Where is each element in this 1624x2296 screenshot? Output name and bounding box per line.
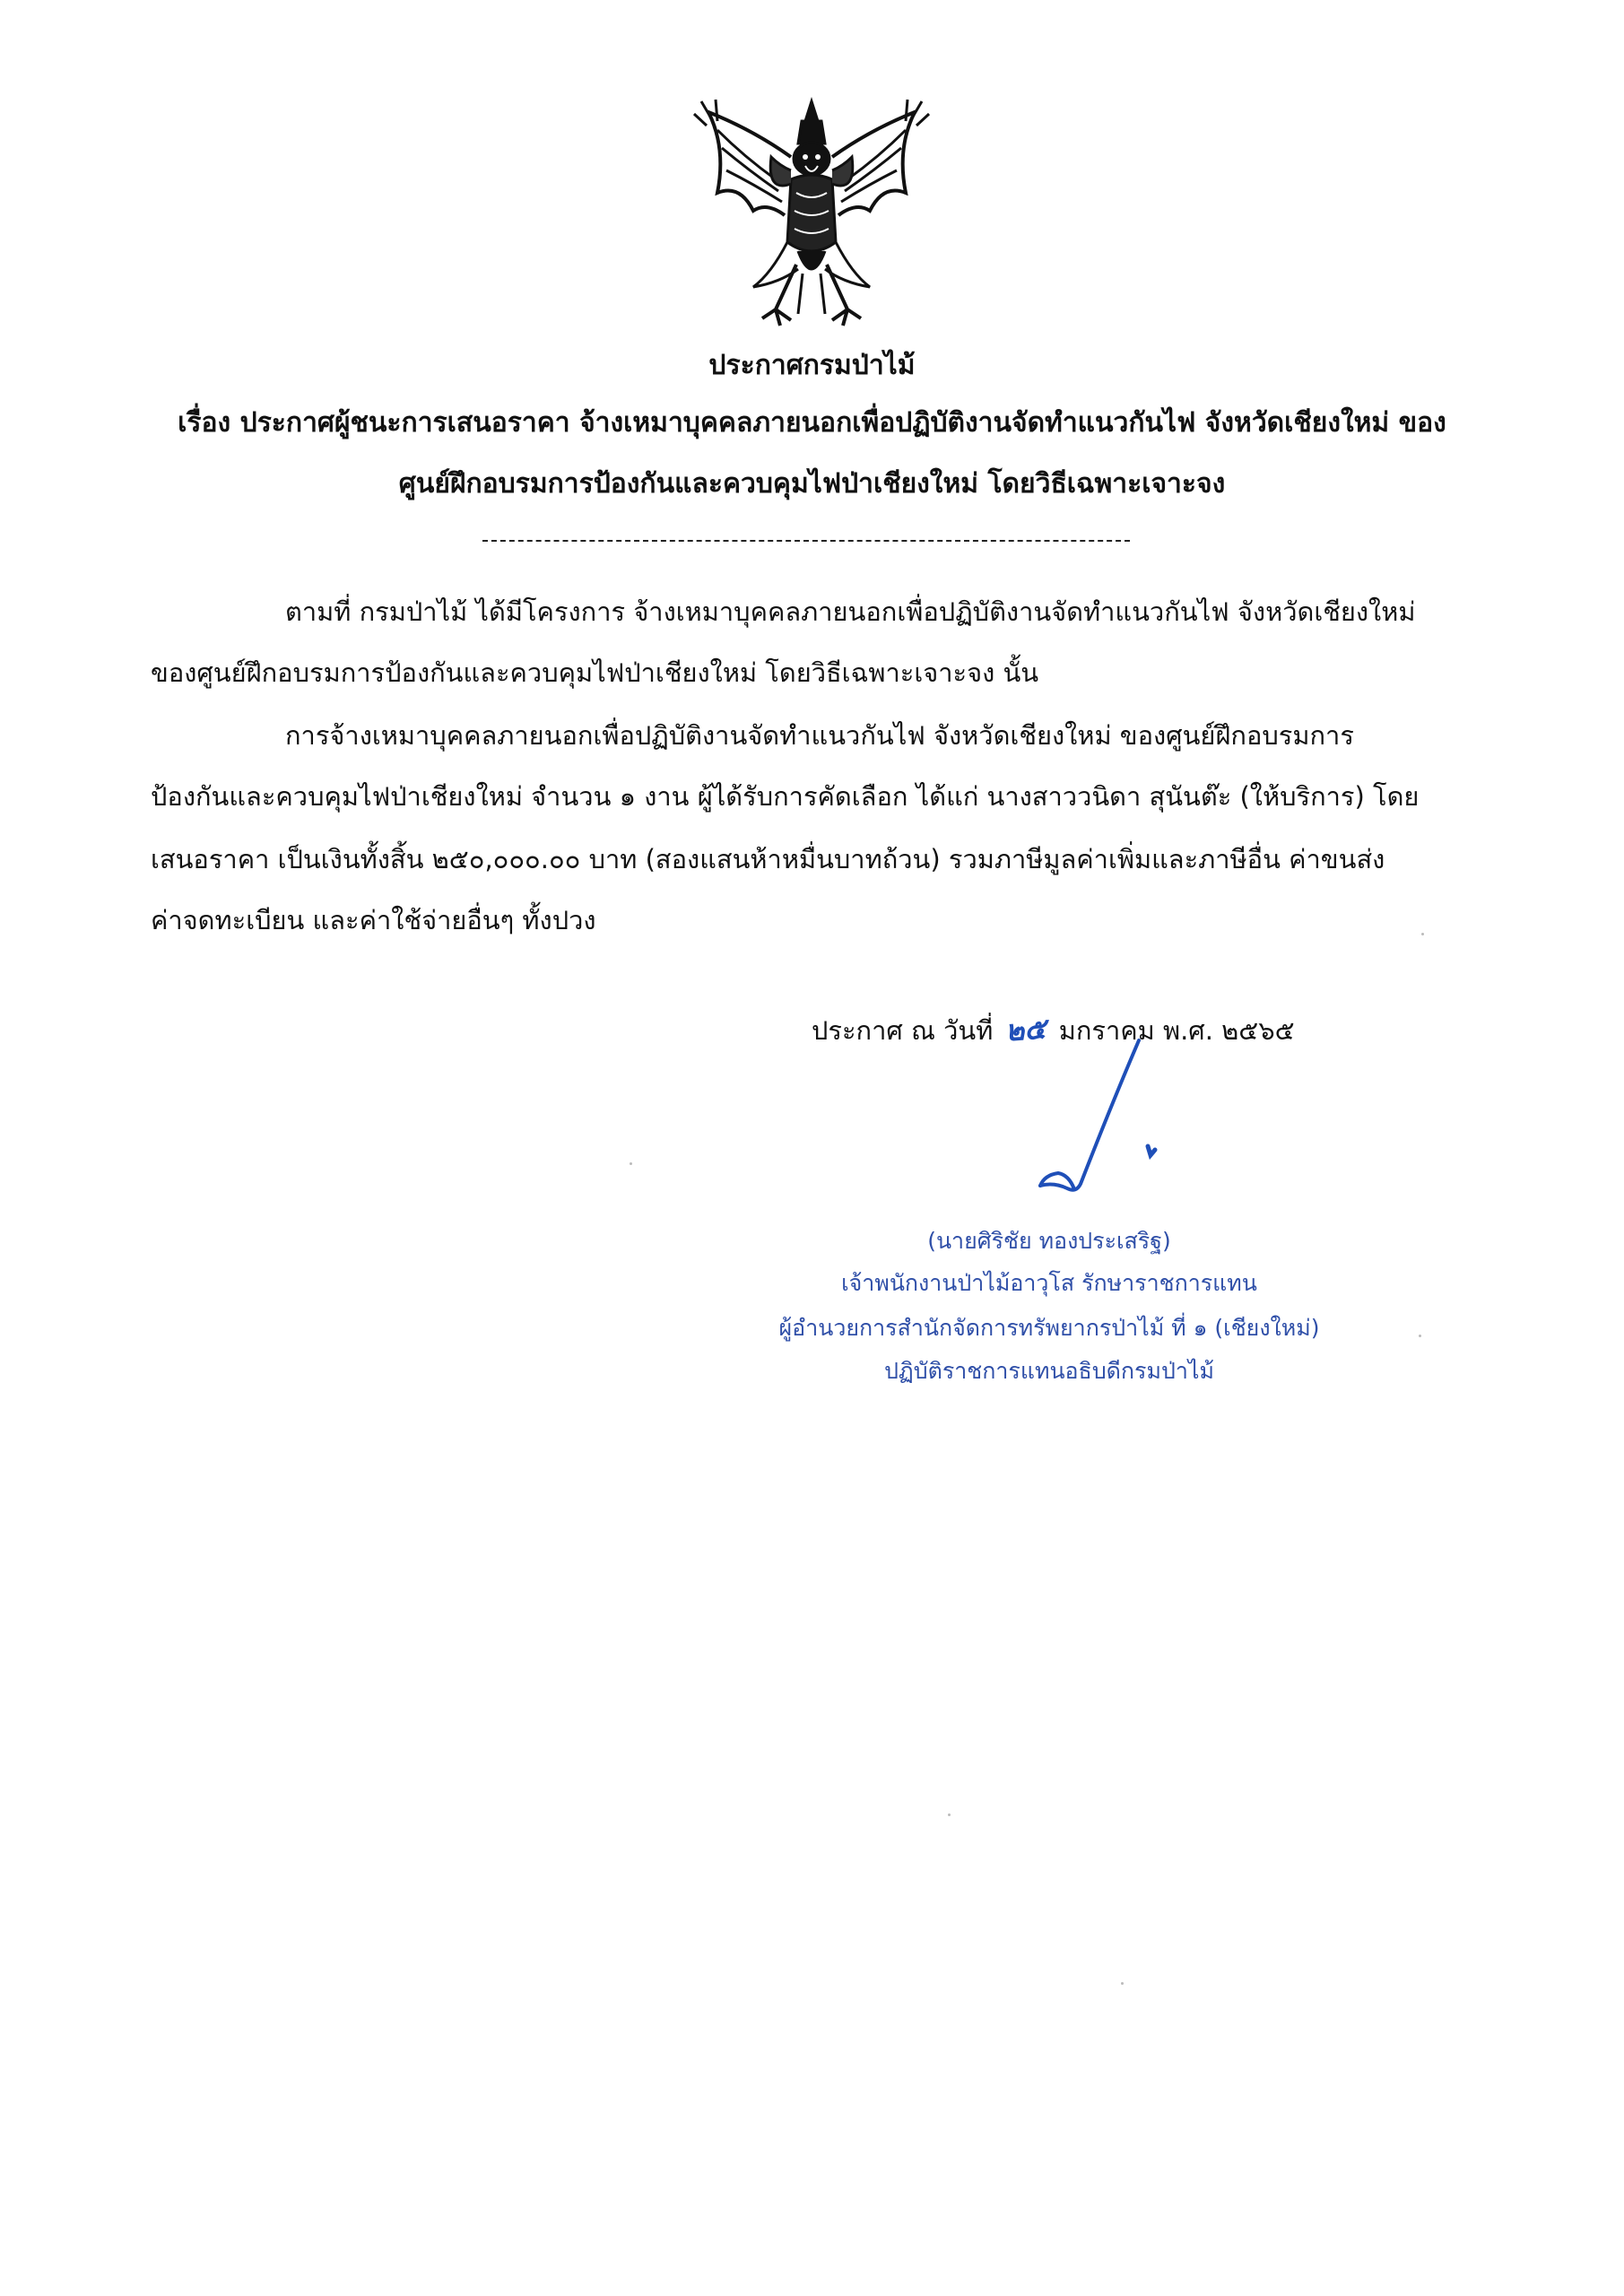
subject-line-2: ศูนย์ฝึกอบรมการป้องกันและควบคุมไฟป่าเชียงใหม่ โดยวิธีเฉพาะเจาะจง	[398, 468, 1226, 500]
signatory-name: (นายศิริชัย ทองประเสริฐ)	[927, 1228, 1171, 1254]
signatory-office: ผู้อำนวยการสำนักจัดการทรัพยากรป่าไม้ ที่ ๑ (เชียงใหม่)	[778, 1315, 1320, 1341]
page-title: ประกาศกรมป่าไม้	[708, 350, 916, 381]
scan-speck	[1419, 1335, 1421, 1337]
paragraph-2-line-2: ป้องกันและควบคุมไฟป่าเชียงใหม่ จำนวน ๑ งาน ผู้ได้รับการคัดเลือก ได้แก่ นางสาววนิดา สุนันต๊ะ (ให้บริการ) โดย	[151, 781, 1420, 812]
paragraph-1-line-1: ตามที่ กรมป่าไม้ ได้มีโครงการ จ้างเหมาบุคคลภายนอกเพื่อปฏิบัติงานจัดทำแนวกันไฟ จังหวัดเชียงใหม่	[285, 596, 1416, 627]
divider	[482, 540, 1130, 542]
paragraph-2-line-1: การจ้างเหมาบุคคลภายนอกเพื่อปฏิบัติงานจัดทำแนวกันไฟ จังหวัดเชียงใหม่ ของศูนย์ฝึกอบรมการ	[285, 720, 1354, 751]
handwritten-signature	[1004, 1031, 1202, 1211]
signatory-position: เจ้าพนักงานป่าไม้อาวุโส รักษาราชการแทน	[841, 1270, 1257, 1296]
paragraph-2-line-3: เสนอราคา เป็นเงินทั้งสิ้น ๒๕๐,๐๐๐.๐๐ บาท (สองแสนห้าหมื่นบาทถ้วน) รวมภาษีมูลค่าเพิ่มและภาษีอื่น ค่าขนส่ง	[151, 844, 1385, 874]
date-month-year: มกราคม พ.ศ. ๒๕๖๕	[1058, 1015, 1295, 1046]
scan-speck	[948, 1813, 951, 1816]
scan-speck	[1421, 933, 1424, 935]
scan-speck	[630, 1162, 632, 1165]
subject-line-1: เรื่อง ประกาศผู้ชนะการเสนอราคา จ้างเหมาบุคคลภายนอกเพื่อปฏิบัติงานจัดทำแนวกันไฟ จังหวัดเชียงใหม่ ของ	[178, 407, 1446, 439]
signatory-acting-for: ปฏิบัติราชการแทนอธิบดีกรมป่าไม้	[884, 1358, 1214, 1384]
paragraph-1-line-2: ของศูนย์ฝึกอบรมการป้องกันและควบคุมไฟป่าเชียงใหม่ โดยวิธีเฉพาะเจาะจง นั้น	[151, 657, 1039, 688]
date-prefix: ประกาศ ณ วันที่	[812, 1015, 994, 1046]
paragraph-2-line-4: ค่าจดทะเบียน และค่าใช้จ่ายอื่นๆ ทั้งปวง	[151, 905, 596, 935]
date-day-handwritten: ๒๕	[1004, 1011, 1047, 1048]
scan-speck	[1121, 1982, 1124, 1985]
garuda-emblem-icon	[690, 94, 933, 336]
